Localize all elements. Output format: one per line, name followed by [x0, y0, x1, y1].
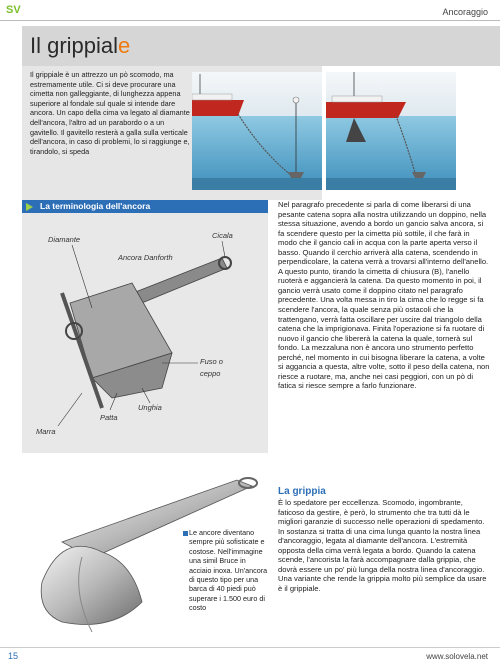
intro-text: Il grippiale è un attrezzo un pò scomodo, ma estremamente utile. Ci si deve procurare una cimetta non galleggiante, di lunghezza appena superiore al fondale sul quale si intende dare ancora. Un capo della cima va legato al diamante dell'ancora, l'altro ad un parabordo o a un gavitello. Il gavitello resterà a galla sulla verticale dell'ancora, in caso di problemi, lo si raggiunge e, tirandolo, si speda: [30, 70, 190, 156]
header-divider: [0, 20, 500, 21]
terminology-title: La terminologia dell'ancora: [40, 201, 151, 211]
label-ancora-danforth: Ancora Danforth: [118, 253, 173, 262]
title-accent: e: [118, 33, 131, 58]
title-main: Il grippial: [30, 33, 119, 58]
body-text-2: È lo spedatore per eccellenza. Scomodo, ingombrante, faticoso da gestire, è però, lo strumento che tra tutti dà le migliori garanzie di successo nelle operazioni di spedamento. In sostanza si tratta di una cima lunga quanto la nostra linea d'ancoraggio, legata al diamante dell'ancora. L'estremità opposta della cima verrà legata a bordo. Quando la catena scende, l'ancorista la farà accompagnare dalla grippia, che dovrà essere un po' più lunga della nostra linea d'ancoraggio. Una variante che rende la grippia molto più semplice da usare è il grippiale.: [278, 498, 487, 593]
boat-scene-2: [326, 72, 456, 190]
photo-caption: Le ancore diventano sempre più sofisticate e costose. Nell'immagine una simil Bruce in acciaio inoxa. Un'ancora di questo tipo per una barca di 40 piedi può superare i 1.500 euro di costo: [189, 528, 268, 613]
section-label: Ancoraggio: [442, 7, 488, 17]
page-number: 15: [8, 651, 19, 661]
boat-scene-1: [192, 72, 322, 190]
label-cicala: Cicala: [212, 231, 233, 240]
arrow-icon: [26, 203, 33, 211]
label-unghia: Unghia: [138, 403, 162, 412]
anchor-diagram: [22, 213, 268, 453]
label-marra: Marra: [36, 427, 56, 436]
website-link[interactable]: www.solovela.net: [426, 652, 488, 661]
magazine-logo: SV: [6, 4, 21, 16]
subheading-grippia: La grippia: [278, 486, 326, 497]
caption-marker: [183, 531, 188, 536]
article-title: [30, 33, 130, 59]
label-fuso: Fuso o: [200, 357, 223, 366]
footer-divider: [0, 647, 500, 648]
label-ceppo: ceppo: [200, 369, 221, 378]
label-patta: Patta: [100, 413, 118, 422]
label-diamante: Diamante: [48, 235, 81, 244]
body-text-1: Nel paragrafo precedente si parla di come liberarsi di una pesante catena sopra alla nostra utilizzando un doppino, nella stessa situazione, avendo a bordo un gancio salva ancora, si fa scendere questo per la cimetta più sottile, il che farà in modo che il gancio cali in acqua con la parte aperta verso il basso. Quando il cerchio arriverà alla catena, scendendo in perpendicolare, la catena verrà a trovarsi all'interno dell'anello. A questo punto, tirando la cimetta di chiusura (B), l'anello ruoterà e aggancierà la catena. Da questo momento in poi, il gancio verrà usato come il doppino citato nel paragrafo precedente. Una volta messa in tiro la cima che lo regge si fa scendere l'ancora, la quale senza più ostacoli che la trattengano, verrà fatta oscillare per uscire dal triangolo della catena che la imprigionava. Finita l'operazione si fa ruotare di nuovo il gancio che libererà la catena la quale, tornerà sul fondo. La mezzaluna non è ancora uno strumento perfetto perché, nel momento in cui bisogna liberare la catena, a volte si aggancia a questa, altre volte, sotto il peso della catena, non riesce a ruotare, ma, anche nei casi peggiori, con un pò di fatica si riesce sempre a farlo funzionare.: [278, 200, 490, 391]
